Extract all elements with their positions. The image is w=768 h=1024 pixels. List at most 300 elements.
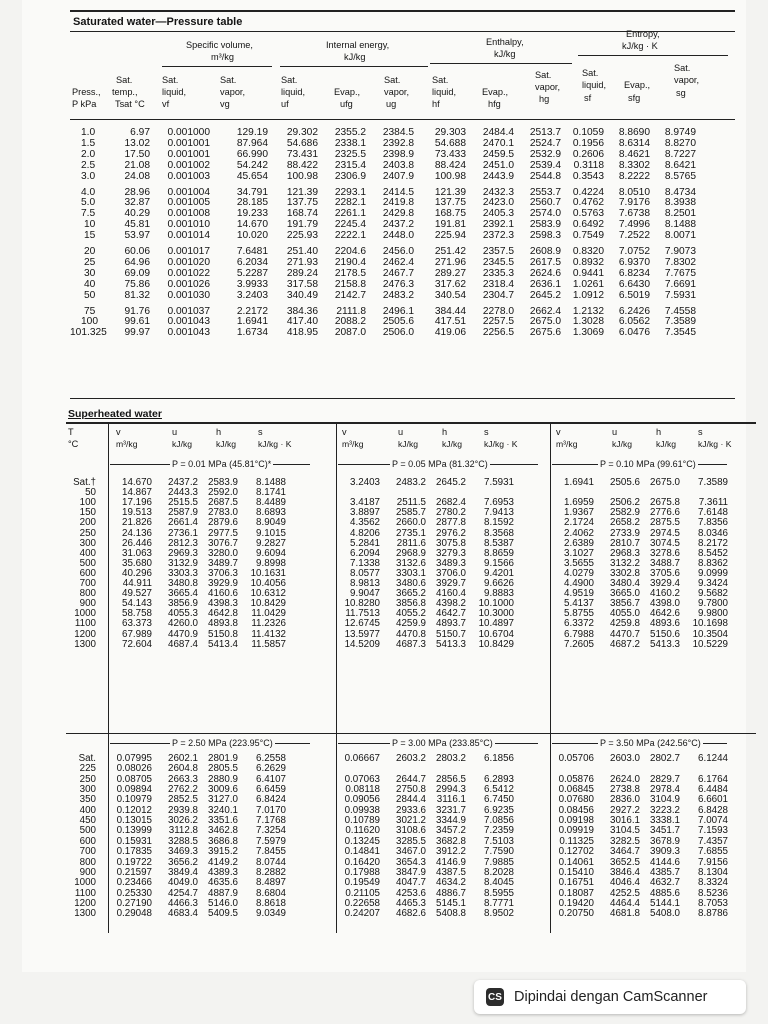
sup-cell: 3654.3: [396, 856, 426, 868]
sup-cell: 3074.5: [650, 537, 680, 549]
sat-cell: 7.4996: [618, 219, 650, 231]
sat-cell: 0.1956: [572, 137, 604, 149]
sup-cell: 9.9047: [350, 588, 380, 600]
sat-cell: 289.27: [434, 267, 466, 279]
sat-cell: 1.2132: [572, 305, 604, 317]
sup-cell: 8.9813: [350, 578, 380, 589]
temp-cell: 800: [79, 856, 96, 868]
sup-cell: 3075.8: [436, 537, 466, 549]
sup-cell: 2879.6: [208, 517, 238, 529]
sat-cell: 7.7675: [664, 267, 696, 279]
sup-cell: 1.6941: [564, 477, 594, 488]
sat-cell: 7.4558: [664, 305, 696, 317]
hdr-T: T: [68, 427, 74, 437]
sup-cell: 7.3611: [698, 497, 728, 509]
sat-cell: 28.185: [236, 197, 268, 209]
sup-cell: 2976.2: [436, 527, 466, 539]
sup-cell: 4160.2: [650, 588, 680, 600]
sat-cell: 2392.8: [382, 137, 414, 149]
sup-cell: 4398.0: [650, 598, 680, 610]
sup-cell: 8.3324: [698, 877, 728, 889]
sup-cell: 4259.8: [610, 618, 640, 630]
sup-cell: 7.5103: [484, 835, 514, 847]
sat-cell: 2513.7: [529, 127, 561, 138]
sat-cell: 2617.5: [529, 256, 561, 268]
sat-cell: 28.96: [124, 186, 150, 198]
sup-cell: 0.09198: [558, 815, 594, 827]
sat-cell: 2574.0: [529, 208, 561, 220]
sup-cell: 8.1592: [484, 517, 514, 529]
temp-cell: 1000: [74, 877, 96, 889]
hdr-sup-unit: kJ/kg · K: [484, 439, 518, 449]
hdr-uf: uf: [281, 99, 289, 109]
sup-cell: 2969.3: [168, 547, 198, 559]
sup-cell: 3.1027: [564, 547, 594, 559]
sat-cell: 8.9749: [664, 127, 696, 138]
sup-cell: 0.05706: [558, 753, 594, 764]
sat-cell: 0.001001: [167, 137, 210, 149]
sup-cell: 0.18087: [558, 887, 594, 899]
sup-cell: 31.063: [122, 547, 152, 559]
saturated-table-title: Saturated water—Pressure table: [73, 16, 243, 28]
sat-cell: 2583.9: [529, 219, 561, 231]
sat-cell: 2624.6: [529, 267, 561, 279]
sat-cell: 6.2426: [618, 305, 650, 317]
sup-cell: 4160.4: [436, 588, 466, 600]
sup-cell: 4466.3: [168, 897, 198, 909]
sup-cell: 3021.2: [396, 815, 426, 827]
sat-cell: 8.5765: [664, 170, 696, 182]
sup-cell: 0.08118: [345, 784, 380, 796]
temp-cell: 250: [79, 773, 96, 785]
sup-cell: 6.1856: [484, 753, 514, 764]
sat-cell: 53.97: [124, 230, 150, 242]
hdr-evap-3: Evap.,: [624, 80, 651, 90]
sup-cell: 2511.5: [396, 497, 426, 509]
hdr-sup-s: s: [484, 427, 489, 437]
sup-cell: 0.08705: [116, 773, 152, 785]
sat-cell: 0.8932: [572, 256, 604, 268]
sup-cell: 2762.2: [168, 784, 198, 796]
sup-cell: 0.07063: [344, 773, 380, 785]
sup-cell: 4055.3: [168, 608, 198, 620]
sup-cell: 2856.5: [436, 773, 466, 785]
sup-cell: 0.07680: [558, 794, 594, 806]
sup-cell: 10.5229: [692, 638, 728, 650]
hdr-sat-9: Sat.: [674, 63, 691, 73]
sup-cell: 0.15931: [116, 835, 152, 847]
sup-cell: 2506.2: [610, 497, 640, 509]
temp-cell: Sat.†: [73, 477, 96, 488]
sat-cell: 17.50: [124, 148, 150, 160]
sat-cell: 8.0071: [664, 230, 696, 242]
sup-cell: 10.8429: [250, 598, 286, 610]
sat-cell: 8.6314: [618, 137, 650, 149]
sat-cell: 129.19: [236, 127, 268, 138]
temp-cell: 1300: [74, 908, 96, 920]
hdr-ufg: ufg: [340, 99, 353, 109]
sat-cell: 2325.5: [334, 148, 366, 160]
sup-cell: 4682.6: [396, 908, 426, 920]
sat-cell: 6.97: [130, 127, 150, 138]
sat-cell: 88.424: [434, 159, 466, 171]
sat-cell: 10.020: [236, 230, 268, 242]
temp-cell: 800: [79, 588, 96, 600]
sup-cell: 2776.6: [650, 507, 680, 519]
hdr-hf: hf: [432, 99, 440, 109]
sat-cell: 2282.1: [334, 197, 366, 209]
sup-cell: 8.4897: [256, 877, 286, 889]
hdr-sat-8: Sat.: [582, 68, 599, 78]
sat-cell: 8.8690: [618, 127, 650, 138]
sup-cell: 3.2403: [350, 477, 380, 488]
sup-cell: 2675.0: [650, 477, 680, 488]
sat-cell: 0.7549: [572, 230, 604, 242]
sup-cell: 0.15410: [558, 866, 594, 878]
sup-cell: 6.4107: [256, 773, 286, 785]
hdr-sup-unit: kJ/kg: [216, 439, 237, 449]
block-separator: [66, 733, 756, 734]
temp-cell: 1300: [74, 638, 96, 650]
sup-cell: 2812.3: [168, 537, 198, 549]
sup-cell: 3076.7: [208, 537, 238, 549]
sup-cell: 8.9502: [484, 908, 514, 920]
hdr-sup-s: s: [258, 427, 263, 437]
sat-cell: 73.433: [434, 148, 466, 160]
sup-cell: 3856.7: [610, 598, 640, 610]
sat-cell: 2675.0: [529, 316, 561, 328]
sat-cell: 20: [84, 246, 96, 257]
sat-cell: 8.1488: [664, 219, 696, 231]
hdr-liquid-4: liquid,: [582, 80, 607, 90]
hdr-sat-7: Sat.: [535, 70, 552, 80]
sat-cell: 2355.2: [334, 127, 366, 138]
sat-cell: 168.74: [286, 208, 318, 220]
sup-cell: 9.0349: [256, 908, 286, 920]
hdr-sv-units: m³/kg: [211, 52, 234, 62]
sat-cell: 7.9073: [664, 246, 696, 257]
sup-cell: 5408.0: [650, 908, 680, 920]
sup-cell: 3303.3: [168, 567, 198, 579]
sat-cell: 0.2606: [572, 148, 604, 160]
sup-cell: 9.1566: [484, 557, 514, 569]
sup-cell: 2483.2: [396, 477, 426, 488]
sup-cell: 7.2359: [484, 825, 514, 837]
sat-cell: 191.79: [286, 219, 318, 231]
sup-cell: 2443.3: [168, 487, 198, 499]
sup-cell: 2645.2: [436, 477, 466, 488]
sat-cell: 2524.7: [529, 137, 561, 149]
sat-cell: 0.1059: [572, 127, 604, 138]
sup-cell: 3.8897: [350, 507, 380, 519]
temp-cell: 700: [79, 578, 96, 589]
sup-cell: 7.6953: [484, 497, 514, 509]
sup-cell: 40.296: [122, 567, 152, 579]
sup-cell: 2805.5: [208, 763, 238, 775]
hdr-C: °C: [68, 439, 79, 449]
sup-cell: 7.8455: [256, 846, 286, 858]
sat-cell: 6.0476: [618, 327, 650, 339]
hdr-ie-rule: [280, 66, 428, 67]
sat-cell: 60.06: [124, 246, 150, 257]
sup-cell: 10.6312: [250, 588, 286, 600]
hdr-hg: hg: [539, 94, 550, 104]
sup-cell: 2505.6: [610, 477, 640, 488]
sup-cell: 6.1764: [698, 773, 728, 785]
sup-cell: 3457.2: [436, 825, 466, 837]
sup-cell: 3302.8: [610, 567, 640, 579]
sat-cell: 2190.4: [334, 256, 366, 268]
sat-cell: 54.686: [286, 137, 318, 149]
document-page: [22, 0, 746, 972]
sup-cell: 8.1741: [256, 487, 286, 499]
sat-cell: 30: [84, 267, 96, 279]
group-divider-2: [550, 737, 551, 933]
camscanner-text: Dipindai dengan CamScanner: [514, 989, 708, 1005]
sup-cell: 10.1698: [692, 618, 728, 630]
sup-cell: 2780.2: [436, 507, 466, 519]
sat-cell: 340.49: [286, 289, 318, 301]
sat-cell: 3.0: [81, 170, 96, 182]
sup-cell: 2583.9: [208, 477, 238, 488]
sat-cell: 271.93: [286, 256, 318, 268]
sat-cell: 2178.5: [334, 267, 366, 279]
sup-cell: 2437.2: [168, 477, 198, 488]
sup-cell: 7.8356: [698, 517, 728, 529]
sup-cell: 9.7800: [698, 598, 728, 610]
sup-cell: 0.08456: [558, 804, 594, 816]
sat-cell: 73.431: [286, 148, 318, 160]
sat-cell: 8.2222: [618, 170, 650, 182]
sup-cell: 4893.8: [208, 618, 238, 630]
top-rule: [70, 10, 735, 12]
temp-cell: Sat.: [78, 753, 96, 764]
sup-cell: 0.16420: [344, 856, 380, 868]
sup-cell: 5413.3: [436, 638, 466, 650]
sat-cell: 0.001004: [167, 186, 210, 198]
sup-cell: 24.136: [122, 527, 152, 539]
sat-cell: 6.6430: [618, 278, 650, 290]
sat-cell: 8.3302: [618, 159, 650, 171]
sup-cell: 8.0744: [256, 856, 286, 868]
sat-cell: 1.6734: [236, 327, 268, 339]
hdr-evap-2: Evap.,: [482, 87, 509, 97]
sup-cell: 2939.8: [168, 804, 198, 816]
sup-cell: 0.10789: [344, 815, 380, 827]
sup-cell: 0.08026: [116, 763, 152, 775]
sup-cell: 2933.6: [396, 804, 426, 816]
sup-cell: 3.4187: [350, 497, 380, 509]
sup-cell: 0.09938: [344, 804, 380, 816]
sup-cell: 2994.3: [436, 784, 466, 796]
temp-cell: 1200: [74, 897, 96, 909]
sup-cell: 17.196: [122, 497, 152, 509]
sup-cell: 0.29048: [116, 908, 152, 920]
sup-cell: 2661.4: [168, 517, 198, 529]
sup-cell: 4398.3: [208, 598, 238, 610]
camscanner-watermark: [474, 980, 746, 1014]
hdr-sup-h: h: [656, 427, 662, 437]
sup-cell: 4055.2: [396, 608, 426, 620]
sat-cell: 0.5763: [572, 208, 604, 220]
sat-cell: 7.9176: [618, 197, 650, 209]
sat-cell: 8.3938: [664, 197, 696, 209]
sup-cell: 2978.4: [650, 784, 680, 796]
sat-cell: 0.001020: [167, 256, 210, 268]
sup-cell: 7.1338: [350, 557, 380, 569]
sup-cell: 6.6459: [256, 784, 286, 796]
hdr-sv-rule: [162, 66, 272, 67]
sup-cell: 10.3504: [692, 628, 728, 640]
sat-cell: 2304.7: [482, 289, 514, 301]
sup-cell: 0.17835: [116, 846, 152, 858]
sat-cell: 2357.5: [482, 246, 514, 257]
sat-cell: 29.303: [434, 127, 466, 138]
sup-cell: 2803.2: [436, 753, 466, 764]
sup-cell: 3678.9: [650, 835, 680, 847]
sup-cell: 10.8429: [478, 638, 514, 650]
sup-cell: 4387.5: [436, 866, 466, 878]
sup-cell: 11.0429: [251, 608, 286, 620]
sup-cell: 44.911: [122, 578, 152, 589]
sup-cell: 4632.7: [650, 877, 680, 889]
sat-cell: 271.96: [434, 256, 466, 268]
sat-cell: 7.8302: [664, 256, 696, 268]
sup-cell: 9.3424: [698, 578, 728, 589]
hdr-sup-unit: kJ/kg: [398, 439, 419, 449]
sat-cell: 10: [84, 219, 96, 231]
sup-cell: 0.23466: [116, 877, 152, 889]
hdr-sat-2: Sat.: [162, 75, 179, 85]
sup-cell: 2602.1: [168, 753, 198, 764]
sat-cell: 191.81: [434, 219, 466, 231]
hdr-sg: sg: [676, 88, 686, 98]
sup-cell: 9.6094: [256, 547, 286, 559]
hdr-sup-unit: m³/kg: [116, 439, 138, 449]
sat-cell: 1.0912: [572, 289, 604, 301]
sat-cell: 34.791: [236, 186, 268, 198]
sup-cell: 9.4201: [484, 567, 514, 579]
sat-cell: 2496.1: [382, 305, 414, 317]
sat-cell: 7.6691: [664, 278, 696, 290]
sup-cell: 8.8786: [698, 908, 728, 920]
sat-cell: 0.001022: [167, 267, 210, 279]
sup-cell: 4.0279: [564, 567, 594, 579]
sat-cell: 2306.9: [334, 170, 366, 182]
sat-cell: 251.40: [286, 246, 318, 257]
sat-cell: 0.3543: [572, 170, 604, 182]
sup-cell: 3344.9: [436, 815, 466, 827]
temp-cell: 50: [85, 487, 96, 499]
hdr-sup-v: v: [556, 427, 561, 437]
hdr-liquid-3: liquid,: [432, 87, 457, 97]
sup-cell: 6.3372: [564, 618, 594, 630]
sup-cell: 5144.1: [650, 897, 680, 909]
sup-cell: 5150.8: [208, 628, 238, 640]
sup-cell: 3846.4: [610, 866, 640, 878]
sup-cell: 2974.5: [650, 527, 680, 539]
sup-cell: 3104.5: [610, 825, 640, 837]
sat-cell: 6.9370: [618, 256, 650, 268]
sup-cell: 8.4045: [484, 877, 514, 889]
sup-cell: 4389.3: [208, 866, 238, 878]
sup-cell: 8.4489: [256, 497, 286, 509]
sat-cell: 1.0261: [572, 278, 604, 290]
sup-cell: 7.0170: [256, 804, 286, 816]
sat-cell: 2403.8: [382, 159, 414, 171]
hdr-sf: sf: [584, 93, 592, 103]
sup-cell: 0.06845: [558, 784, 594, 796]
sat-cell: 75: [84, 305, 96, 317]
sup-cell: 3338.1: [650, 815, 680, 827]
sat-cell: 289.24: [286, 267, 318, 279]
sup-cell: 0.09919: [558, 825, 594, 837]
sup-cell: 3223.2: [650, 804, 680, 816]
hdr-sup-s: s: [698, 427, 703, 437]
sup-cell: 7.0856: [484, 815, 514, 827]
sat-cell: 0.9441: [572, 267, 604, 279]
hdr-sat-4: Sat.: [281, 75, 298, 85]
sat-cell: 5.0: [81, 197, 96, 209]
sat-cell: 2293.1: [334, 186, 366, 198]
sat-cell: 6.5019: [618, 289, 650, 301]
sat-cell: 2256.5: [482, 327, 514, 339]
sup-cell: 4.9519: [564, 588, 594, 600]
hdr-sup-v: v: [116, 427, 121, 437]
sup-cell: 3282.5: [610, 835, 640, 847]
sup-cell: 7.7590: [484, 846, 514, 858]
sup-cell: 4385.7: [650, 866, 680, 878]
sat-cell: 2.5: [81, 159, 96, 171]
sup-cell: 3104.9: [650, 794, 680, 806]
hdr-sup-u: u: [398, 427, 404, 437]
sat-cell: 2261.1: [334, 208, 366, 220]
sat-cell: 2432.3: [482, 186, 514, 198]
sat-cell: 2532.9: [529, 148, 561, 160]
sup-cell: 8.5236: [698, 887, 728, 899]
sat-cell: 419.06: [434, 327, 466, 339]
sup-cell: 3929.9: [208, 578, 238, 589]
sat-cell: 2553.7: [529, 186, 561, 198]
sup-cell: 3462.8: [208, 825, 238, 837]
sup-cell: 6.2558: [256, 753, 286, 764]
sup-cell: 4049.0: [168, 877, 198, 889]
hdr-temp: temp.,: [112, 87, 138, 97]
sup-cell: 6.7988: [564, 628, 594, 640]
sat-cell: 8.4734: [664, 186, 696, 198]
sat-cell: 2443.9: [482, 170, 514, 182]
sat-cell: 2423.0: [482, 197, 514, 209]
sup-cell: 0.14061: [558, 856, 594, 868]
sup-cell: 7.9156: [698, 856, 728, 868]
sup-cell: 8.0346: [698, 527, 728, 539]
sup-cell: 2877.8: [436, 517, 466, 529]
hdr-sat-3: Sat.: [220, 75, 237, 85]
hdr-liquid-1: liquid,: [162, 87, 187, 97]
sup-cell: 10.4056: [250, 578, 286, 589]
hdr-sat-6: Sat.: [432, 75, 449, 85]
sat-cell: 2483.2: [382, 289, 414, 301]
hdr-sup-unit: kJ/kg: [612, 439, 633, 449]
sup-cell: 13.5977: [344, 628, 380, 640]
sup-cell: 8.5955: [484, 887, 514, 899]
sat-cell: 0.001002: [167, 159, 210, 171]
sup-cell: 35.680: [122, 557, 152, 569]
pressure-label: P = 0.01 MPa (45.81°C)*: [172, 459, 272, 469]
sat-cell: 54.688: [434, 137, 466, 149]
sup-cell: 4635.6: [208, 877, 238, 889]
sup-cell: 2658.2: [610, 517, 640, 529]
